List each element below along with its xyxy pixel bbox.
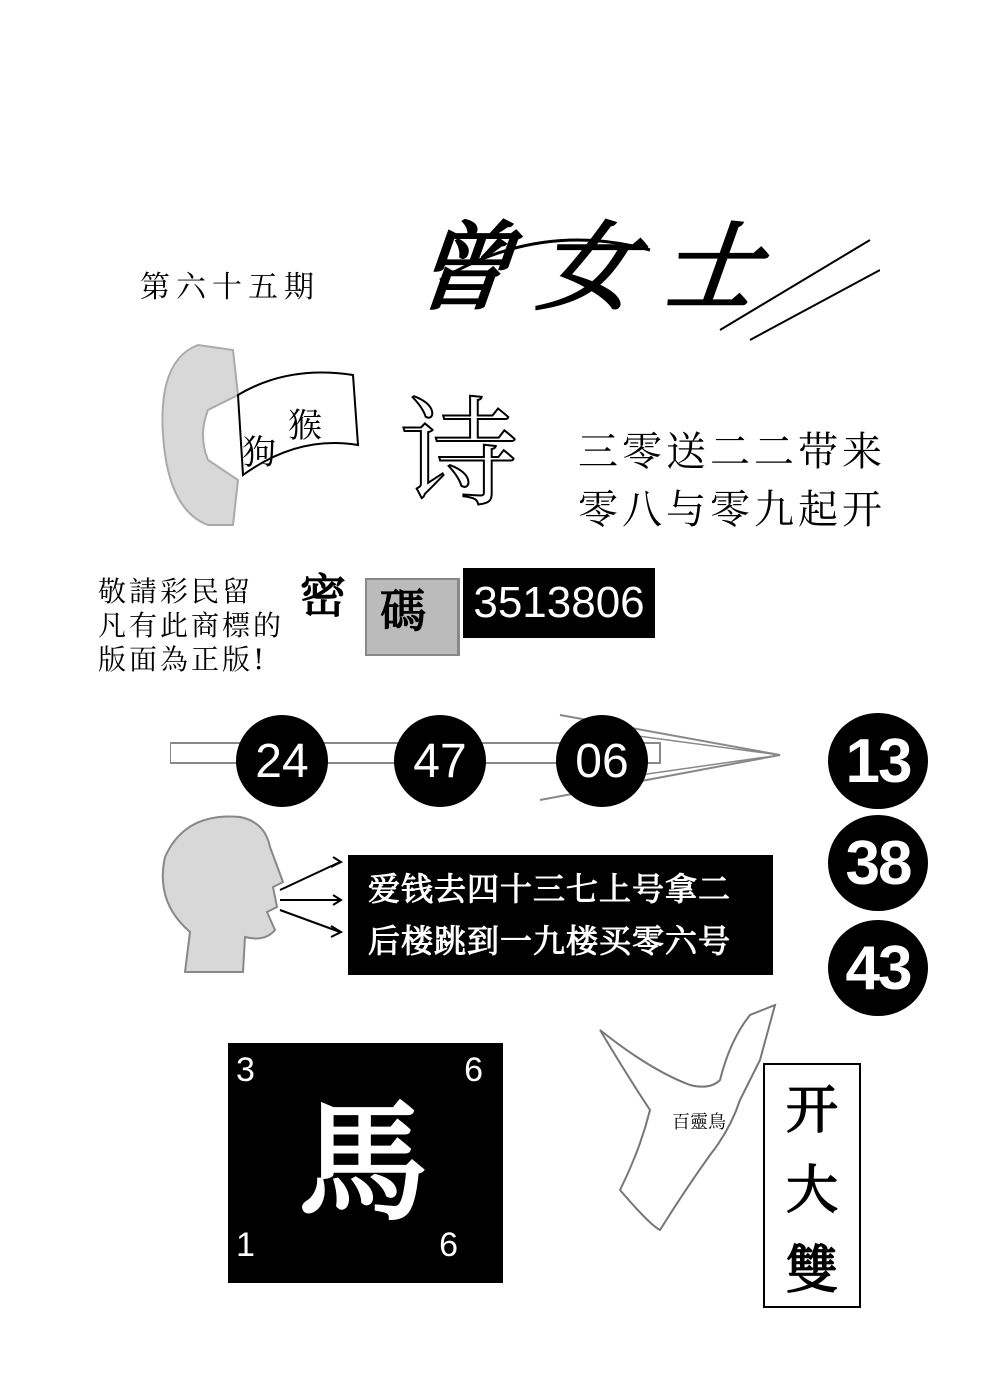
poem-line-1: 三零送二二带来 [578,429,886,475]
speech-box [348,855,773,975]
stamp-char-b: 碼 [380,584,426,638]
speech-line-2: 后楼跳到一九楼买零六号 [368,922,732,960]
title-swoosh-decoration [420,210,880,360]
corner-number: 3 [236,1051,255,1089]
issue-number: 第六十五期 [140,270,320,305]
open-box-char: 开 [785,1079,838,1141]
trademark-code: 3513806 [463,568,655,638]
notice-line-3: 版面為正版! [98,643,268,676]
corner-number: 1 [236,1226,255,1264]
notice-line-1: 敬請彩民留 [98,575,254,608]
corner-number: 6 [439,1226,458,1264]
poem-label: 诗 [400,385,519,523]
stamp-char-a: 密 [300,569,346,623]
open-box [763,1063,861,1308]
page-title: 曾女士 [409,211,793,324]
speaking-head-icon [155,812,345,977]
dove-label: 百靈鳥 [672,1112,726,1133]
zodiac-dog: 狗 [242,433,276,473]
zodiac-monkey: 猴 [288,406,322,446]
corner-number: 6 [464,1051,483,1089]
horse-box [228,1043,503,1283]
notice-line-2: 凡有此商標的 [98,609,285,642]
horse-char: 馬 [298,1086,429,1239]
poem-line-2: 零八与零九起开 [578,487,886,533]
side-number-ball: 43 [828,920,928,1016]
side-number-ball: 38 [828,815,928,911]
number-ball: 47 [394,715,486,807]
open-box-char: 大 [785,1159,838,1221]
number-ball: 06 [556,715,648,807]
side-number-ball: 13 [828,713,928,809]
speech-line-1: 爱钱去四十三七上号拿二 [368,870,732,908]
open-box-char: 雙 [785,1240,838,1302]
number-ball: 24 [236,715,328,807]
